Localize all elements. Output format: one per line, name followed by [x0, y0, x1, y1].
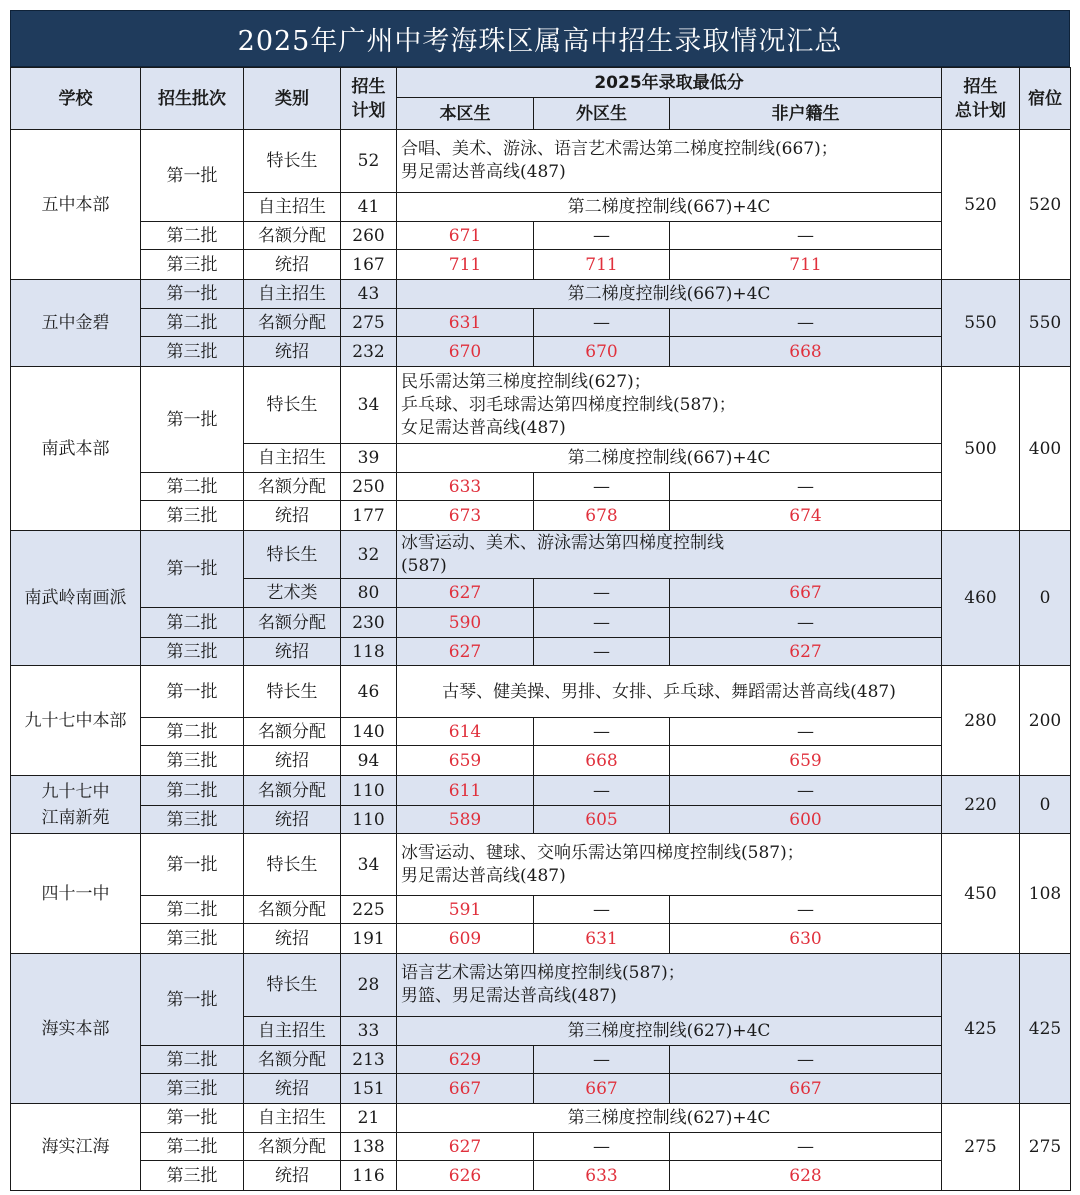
plan-cell: 52 — [341, 130, 397, 193]
score-local: 627 — [397, 1133, 534, 1161]
dorm-cell: 520 — [1020, 130, 1071, 280]
table-row — [11, 501, 1071, 531]
score-other: 605 — [534, 806, 670, 834]
header-plan: 招生 计划 — [341, 68, 397, 130]
plan-cell: 230 — [341, 608, 397, 638]
score-local: 626 — [397, 1161, 534, 1191]
category-cell: 特长生 — [244, 367, 341, 444]
table-row — [11, 367, 1071, 444]
table-row — [11, 924, 1071, 954]
table-row — [11, 806, 1071, 834]
category-cell: 统招 — [244, 1161, 341, 1191]
dorm-cell: 0 — [1020, 531, 1071, 666]
category-cell: 名额分配 — [244, 896, 341, 924]
requirement-note: 第三梯度控制线(627)+4C — [397, 1104, 942, 1133]
plan-cell: 191 — [341, 924, 397, 954]
batch-cell: 第三批 — [141, 250, 244, 280]
category-cell: 统招 — [244, 924, 341, 954]
score-non-hukou: — — [670, 718, 942, 746]
category-cell: 名额分配 — [244, 309, 341, 337]
plan-cell: 140 — [341, 718, 397, 746]
batch-cell: 第二批 — [141, 718, 244, 746]
table-row — [11, 1046, 1071, 1074]
category-cell: 自主招生 — [244, 193, 341, 222]
plan-cell: 213 — [341, 1046, 397, 1074]
requirement-note: 第二梯度控制线(667)+4C — [397, 193, 942, 222]
batch-cell: 第三批 — [141, 337, 244, 367]
batch-cell: 第三批 — [141, 806, 244, 834]
header-non-hukou: 非户籍生 — [670, 98, 942, 130]
category-cell: 名额分配 — [244, 608, 341, 638]
total-plan-cell: 220 — [942, 776, 1020, 834]
plan-cell: 232 — [341, 337, 397, 367]
batch-cell: 第三批 — [141, 1161, 244, 1191]
table-row — [11, 1074, 1071, 1104]
score-non-hukou: 667 — [670, 579, 942, 608]
score-local: 629 — [397, 1046, 534, 1074]
category-cell: 特长生 — [244, 834, 341, 896]
score-non-hukou: 711 — [670, 250, 942, 280]
category-cell: 艺术类 — [244, 579, 341, 608]
score-non-hukou: — — [670, 1133, 942, 1161]
requirement-note: 冰雪运动、毽球、交响乐需达第四梯度控制线(587)； 男足需达普高线(487) — [397, 834, 942, 896]
school-name: 海实本部 — [11, 954, 141, 1104]
category-cell: 统招 — [244, 250, 341, 280]
plan-cell: 32 — [341, 531, 397, 579]
score-local: 627 — [397, 579, 534, 608]
score-other: — — [534, 579, 670, 608]
header-dorm: 宿位 — [1020, 68, 1071, 130]
requirement-note: 第二梯度控制线(667)+4C — [397, 444, 942, 473]
school-name: 四十一中 — [11, 834, 141, 954]
header-category: 类别 — [244, 68, 341, 130]
category-cell: 统招 — [244, 337, 341, 367]
score-non-hukou: — — [670, 473, 942, 501]
score-other: 631 — [534, 924, 670, 954]
school-name: 九十七中本部 — [11, 666, 141, 776]
table-row — [11, 638, 1071, 666]
plan-cell: 80 — [341, 579, 397, 608]
school-name: 五中金碧 — [11, 280, 141, 367]
dorm-cell: 200 — [1020, 666, 1071, 776]
score-local: 633 — [397, 473, 534, 501]
requirement-note: 民乐需达第三梯度控制线(627)； 乒乓球、羽毛球需达第四梯度控制线(587)； 女足需达普高线(487) — [397, 367, 942, 444]
score-local: 667 — [397, 1074, 534, 1104]
score-other: 711 — [534, 250, 670, 280]
dorm-cell: 550 — [1020, 280, 1071, 367]
batch-cell: 第三批 — [141, 746, 244, 776]
total-plan-cell: 520 — [942, 130, 1020, 280]
batch-cell: 第一批 — [141, 280, 244, 309]
total-plan-cell: 500 — [942, 367, 1020, 531]
plan-cell: 34 — [341, 834, 397, 896]
category-cell: 自主招生 — [244, 444, 341, 473]
header-batch: 招生批次 — [141, 68, 244, 130]
requirement-note: 语言艺术需达第四梯度控制线(587)； 男篮、男足需达普高线(487) — [397, 954, 942, 1017]
score-local: 627 — [397, 638, 534, 666]
header-total-plan: 招生 总计划 — [942, 68, 1020, 130]
score-non-hukou: — — [670, 309, 942, 337]
plan-cell: 21 — [341, 1104, 397, 1133]
plan-cell: 225 — [341, 896, 397, 924]
plan-cell: 275 — [341, 309, 397, 337]
header-other: 外区生 — [534, 98, 670, 130]
score-other: — — [534, 222, 670, 250]
table-row — [11, 718, 1071, 746]
category-cell: 名额分配 — [244, 473, 341, 501]
score-other: — — [534, 638, 670, 666]
category-cell: 特长生 — [244, 666, 341, 718]
plan-cell: 118 — [341, 638, 397, 666]
category-cell: 特长生 — [244, 954, 341, 1017]
page-title: 2025年广州中考海珠区属高中招生录取情况汇总 — [10, 10, 1070, 67]
score-local: 671 — [397, 222, 534, 250]
table-row — [11, 337, 1071, 367]
score-local: 611 — [397, 776, 534, 806]
table-row — [11, 250, 1071, 280]
dorm-cell: 425 — [1020, 954, 1071, 1104]
admission-table — [10, 67, 1071, 1191]
category-cell: 统招 — [244, 1074, 341, 1104]
table-row — [11, 666, 1071, 718]
dorm-cell: 275 — [1020, 1104, 1071, 1191]
batch-cell: 第一批 — [141, 1104, 244, 1133]
plan-cell: 110 — [341, 806, 397, 834]
table-row — [11, 896, 1071, 924]
table-row — [11, 1133, 1071, 1161]
plan-cell: 28 — [341, 954, 397, 1017]
batch-cell: 第二批 — [141, 309, 244, 337]
table-row — [11, 1104, 1071, 1133]
score-other: — — [534, 608, 670, 638]
batch-cell: 第二批 — [141, 1133, 244, 1161]
plan-cell: 33 — [341, 1017, 397, 1046]
score-other: — — [534, 718, 670, 746]
score-non-hukou: — — [670, 896, 942, 924]
score-local: 659 — [397, 746, 534, 776]
plan-cell: 260 — [341, 222, 397, 250]
dorm-cell: 0 — [1020, 776, 1071, 834]
batch-cell: 第三批 — [141, 638, 244, 666]
batch-cell: 第一批 — [141, 531, 244, 608]
table-row — [11, 473, 1071, 501]
total-plan-cell: 280 — [942, 666, 1020, 776]
school-name: 五中本部 — [11, 130, 141, 280]
score-non-hukou: 600 — [670, 806, 942, 834]
category-cell: 特长生 — [244, 130, 341, 193]
total-plan-cell: 275 — [942, 1104, 1020, 1191]
batch-cell: 第一批 — [141, 666, 244, 718]
batch-cell: 第三批 — [141, 924, 244, 954]
score-non-hukou: 668 — [670, 337, 942, 367]
total-plan-cell: 460 — [942, 531, 1020, 666]
score-local: 589 — [397, 806, 534, 834]
plan-cell: 39 — [341, 444, 397, 473]
category-cell: 自主招生 — [244, 280, 341, 309]
score-other: 667 — [534, 1074, 670, 1104]
batch-cell: 第三批 — [141, 1074, 244, 1104]
category-cell: 名额分配 — [244, 1133, 341, 1161]
plan-cell: 151 — [341, 1074, 397, 1104]
table-row — [11, 1161, 1071, 1191]
category-cell: 统招 — [244, 638, 341, 666]
score-non-hukou: 659 — [670, 746, 942, 776]
plan-cell: 94 — [341, 746, 397, 776]
plan-cell: 41 — [341, 193, 397, 222]
school-name: 海实江海 — [11, 1104, 141, 1191]
category-cell: 名额分配 — [244, 222, 341, 250]
requirement-note: 古琴、健美操、男排、女排、乒乓球、舞蹈需达普高线(487) — [397, 666, 942, 718]
category-cell: 名额分配 — [244, 718, 341, 746]
batch-cell: 第二批 — [141, 473, 244, 501]
score-local: 591 — [397, 896, 534, 924]
batch-cell: 第二批 — [141, 1046, 244, 1074]
score-local: 631 — [397, 309, 534, 337]
school-name: 南武本部 — [11, 367, 141, 531]
total-plan-cell: 550 — [942, 280, 1020, 367]
score-other: 670 — [534, 337, 670, 367]
score-non-hukou: 630 — [670, 924, 942, 954]
score-local: 614 — [397, 718, 534, 746]
score-other: — — [534, 896, 670, 924]
school-name: 南武岭南画派 — [11, 531, 141, 666]
dorm-cell: 108 — [1020, 834, 1071, 954]
category-cell: 名额分配 — [244, 1046, 341, 1074]
plan-cell: 177 — [341, 501, 397, 531]
batch-cell: 第三批 — [141, 501, 244, 531]
requirement-note: 冰雪运动、美术、游泳需达第四梯度控制线 (587) — [397, 531, 942, 579]
table-row — [11, 954, 1071, 1017]
table-row — [11, 776, 1071, 806]
dorm-cell: 400 — [1020, 367, 1071, 531]
batch-cell: 第一批 — [141, 834, 244, 896]
batch-cell: 第二批 — [141, 776, 244, 806]
category-cell: 名额分配 — [244, 776, 341, 806]
table-row — [11, 309, 1071, 337]
plan-cell: 250 — [341, 473, 397, 501]
score-non-hukou: — — [670, 222, 942, 250]
batch-cell: 第一批 — [141, 954, 244, 1046]
table-row — [11, 834, 1071, 896]
score-non-hukou: — — [670, 608, 942, 638]
batch-cell: 第二批 — [141, 608, 244, 638]
score-other: — — [534, 473, 670, 501]
batch-cell: 第一批 — [141, 130, 244, 222]
score-non-hukou: 627 — [670, 638, 942, 666]
table-row — [11, 608, 1071, 638]
category-cell: 统招 — [244, 501, 341, 531]
category-cell: 自主招生 — [244, 1017, 341, 1046]
score-other: — — [534, 309, 670, 337]
header-local: 本区生 — [397, 98, 534, 130]
plan-cell: 34 — [341, 367, 397, 444]
plan-cell: 138 — [341, 1133, 397, 1161]
total-plan-cell: 425 — [942, 954, 1020, 1104]
score-non-hukou: 628 — [670, 1161, 942, 1191]
score-other: 633 — [534, 1161, 670, 1191]
score-non-hukou: 674 — [670, 501, 942, 531]
score-other: — — [534, 1046, 670, 1074]
category-cell: 统招 — [244, 746, 341, 776]
category-cell: 特长生 — [244, 531, 341, 579]
category-cell: 统招 — [244, 806, 341, 834]
school-name: 九十七中 江南新苑 — [11, 776, 141, 834]
requirement-note: 第三梯度控制线(627)+4C — [397, 1017, 942, 1046]
table-row — [11, 280, 1071, 309]
table-row — [11, 222, 1071, 250]
table-row — [11, 531, 1071, 579]
table-row — [11, 130, 1071, 193]
score-non-hukou: — — [670, 776, 942, 806]
plan-cell: 167 — [341, 250, 397, 280]
score-local: 711 — [397, 250, 534, 280]
category-cell: 自主招生 — [244, 1104, 341, 1133]
score-non-hukou: — — [670, 1046, 942, 1074]
score-other: — — [534, 776, 670, 806]
requirement-note: 合唱、美术、游泳、语言艺术需达第二梯度控制线(667)； 男足需达普高线(487) — [397, 130, 942, 193]
score-local: 609 — [397, 924, 534, 954]
header-min-score: 2025年录取最低分 — [397, 68, 942, 98]
plan-cell: 110 — [341, 776, 397, 806]
score-local: 670 — [397, 337, 534, 367]
plan-cell: 116 — [341, 1161, 397, 1191]
batch-cell: 第二批 — [141, 896, 244, 924]
requirement-note: 第二梯度控制线(667)+4C — [397, 280, 942, 309]
table-row — [11, 746, 1071, 776]
score-other: 668 — [534, 746, 670, 776]
batch-cell: 第二批 — [141, 222, 244, 250]
total-plan-cell: 450 — [942, 834, 1020, 954]
score-non-hukou: 667 — [670, 1074, 942, 1104]
batch-cell: 第一批 — [141, 367, 244, 473]
score-local: 673 — [397, 501, 534, 531]
plan-cell: 43 — [341, 280, 397, 309]
header-school: 学校 — [11, 68, 141, 130]
score-other: — — [534, 1133, 670, 1161]
plan-cell: 46 — [341, 666, 397, 718]
score-local: 590 — [397, 608, 534, 638]
score-other: 678 — [534, 501, 670, 531]
